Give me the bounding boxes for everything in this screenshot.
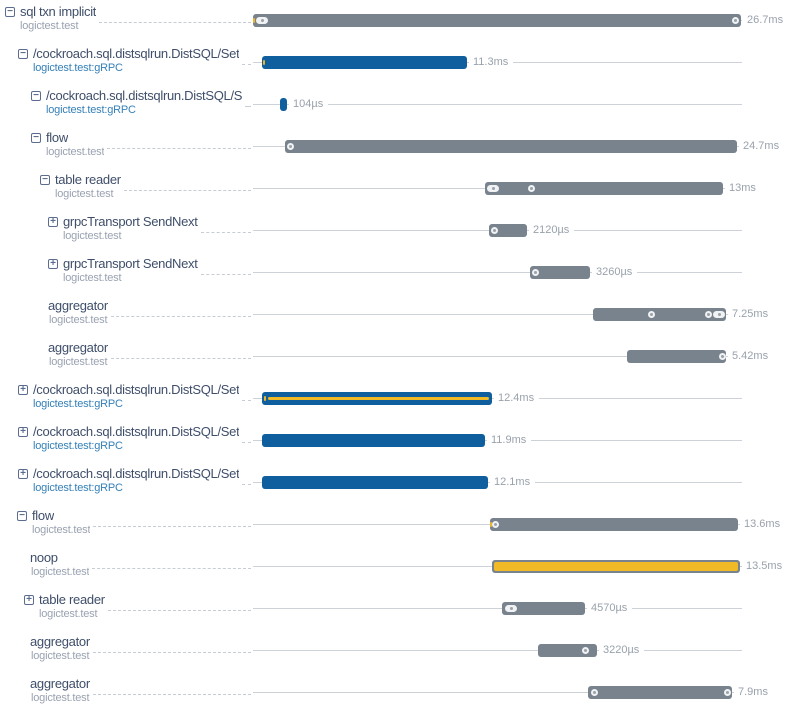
trace-span-row [0,674,786,716]
span-timeline [253,128,780,170]
collapse-toggle-icon[interactable]: − [31,91,41,101]
trace-span-row [0,590,786,632]
span-duration-bar[interactable] [485,182,723,195]
span-title: grpcTransport SendNext [63,214,198,229]
span-timeline [253,212,742,254]
dotted-connector [99,2,251,23]
trace-span-row [0,128,786,170]
span-title: flow [46,130,68,145]
span-label-column [0,464,253,506]
span-title: /cockroach.sql.distsqlrun.DistSQL/Set [33,466,240,481]
span-subtitle: logictest.test:gRPC [33,440,123,452]
event-marker [719,353,726,360]
span-label [0,86,242,128]
span-label [0,380,239,422]
span-duration-label: 5.42ms [728,350,773,363]
span-duration-label: 11.9ms [487,434,531,447]
dotted-connector [108,590,251,611]
event-marker [256,17,268,24]
span-label-column [0,296,253,338]
span-duration-bar[interactable] [593,308,726,321]
span-title-line [17,508,90,523]
span-title-line [31,88,242,103]
span-title-line [18,466,239,481]
dotted-connector [242,464,251,485]
span-duration-label: 2120µs [529,224,574,237]
collapse-toggle-icon[interactable]: − [17,511,27,521]
dotted-connector [93,674,251,695]
span-subtitle: logictest.test [55,188,114,200]
span-title-line [48,256,198,271]
span-duration-bar[interactable] [502,602,585,615]
start-tick [264,396,266,401]
dotted-connector [92,548,251,569]
expand-toggle-icon[interactable]: + [48,259,58,269]
span-duration-label: 4570µs [587,602,632,615]
span-duration-bar[interactable] [285,140,737,153]
span-subtitle: logictest.test:gRPC [33,482,123,494]
span-subtitle: logictest.test [31,566,90,578]
trace-span-row [0,296,786,338]
span-subtitle: logictest.test [49,356,108,368]
span-timeline [253,590,742,632]
span-subtitle: logictest.test [63,230,122,242]
event-marker [724,689,731,696]
span-label-column [0,506,253,548]
span-duration-bar[interactable] [253,14,741,27]
expand-toggle-icon[interactable]: + [18,427,28,437]
span-subtitle: logictest.test [63,272,122,284]
trace-span-row [0,464,786,506]
expand-toggle-icon[interactable]: + [24,595,34,605]
span-timeline [253,632,742,674]
span-label-column [0,548,253,590]
span-label [0,128,104,170]
span-label [0,296,108,338]
dotted-connector [111,296,251,317]
span-duration-bar[interactable] [492,560,740,573]
span-label-column [0,2,253,44]
trace-span-row [0,2,786,44]
span-label [0,338,108,380]
span-label [0,464,239,506]
span-subtitle: logictest.test [39,608,98,620]
span-title-line [48,214,198,229]
event-marker [528,185,535,192]
span-subtitle: logictest.test [31,692,90,704]
span-duration-label: 3220µs [599,644,644,657]
dotted-connector [201,212,251,233]
expand-toggle-icon[interactable]: + [18,469,28,479]
span-timeline [253,170,756,212]
trace-span-row [0,506,786,548]
span-subtitle: logictest.test [49,314,108,326]
span-timeline [253,338,769,380]
span-label [0,590,105,632]
span-title-line [18,46,239,61]
span-duration-bar[interactable] [588,686,732,699]
collapse-toggle-icon[interactable]: − [31,133,41,143]
trace-span-row [0,632,786,674]
span-title-line [48,340,108,355]
trace-span-row [0,380,786,422]
span-timeline [253,44,742,86]
trace-span-row [0,422,786,464]
span-timeline [253,296,769,338]
span-duration-bar[interactable] [262,434,485,447]
span-title: aggregator [30,676,90,691]
span-title-line [30,676,90,691]
span-title: sql txn implicit [20,4,97,19]
dotted-connector [201,254,251,275]
span-title-line [48,298,108,313]
span-title-line [24,592,105,607]
yellow-stripe [494,562,738,571]
span-duration-label: 11.3ms [469,56,513,69]
span-label [0,44,239,86]
span-title-line [40,172,121,187]
span-label [0,170,121,212]
span-duration-label: 26.7ms [743,14,786,27]
event-marker [582,647,589,654]
span-label-column [0,86,253,128]
collapse-toggle-icon[interactable]: − [5,7,15,17]
event-marker [532,269,539,276]
span-label-column [0,212,253,254]
span-duration-label: 12.4ms [494,392,539,405]
trace-span-row [0,212,786,254]
span-duration-label: 7.9ms [734,686,773,699]
span-timeline [253,464,742,506]
span-duration-label: 13.6ms [740,518,785,531]
span-title: aggregator [30,634,90,649]
dotted-connector [111,338,251,359]
dotted-connector [245,86,251,107]
span-title: /cockroach.sql.distsqlrun.DistSQL/Set [33,424,240,439]
span-label [0,2,96,44]
span-label-column [0,128,253,170]
span-duration-bar[interactable] [262,392,492,405]
event-marker [705,311,712,318]
collapse-toggle-icon[interactable]: − [40,175,50,185]
span-title: table reader [39,592,105,607]
dotted-connector [93,506,251,527]
span-title: /cockroach.sql.distsqlrun.DistSQL/S [46,88,243,103]
expand-toggle-icon[interactable]: + [18,385,28,395]
span-timeline [253,380,742,422]
event-marker [591,689,598,696]
span-label-column [0,590,253,632]
span-subtitle: logictest.test [31,650,90,662]
span-label [0,212,198,254]
span-duration-bar[interactable] [627,350,726,363]
span-label-column [0,632,253,674]
span-label-column [0,674,253,716]
span-timeline [253,254,742,296]
span-label [0,632,90,674]
span-title: /cockroach.sql.distsqlrun.DistSQL/Set [33,46,240,61]
event-marker [492,521,499,528]
trace-span-row [0,170,786,212]
timeline-axis-line [253,650,742,651]
trace-span-row [0,338,786,380]
span-label [0,254,198,296]
span-duration-bar[interactable] [530,266,590,279]
span-title-line [18,424,239,439]
span-timeline [253,422,742,464]
span-duration-label: 13ms [725,182,761,195]
trace-span-row [0,254,786,296]
dotted-connector [124,170,251,191]
span-subtitle: logictest.test [46,146,105,158]
timeline-axis-line [253,272,742,273]
timeline-axis-line [253,608,742,609]
start-tick [490,522,492,527]
event-marker [505,605,517,612]
start-tick [263,60,265,65]
span-duration-bar[interactable] [280,98,287,111]
span-duration-bar[interactable] [538,644,597,657]
span-subtitle: logictest.test:gRPC [33,398,123,410]
trace-span-row [0,86,786,128]
span-duration-bar[interactable] [262,476,488,489]
span-label-column [0,380,253,422]
event-marker [648,311,655,318]
span-duration-bar[interactable] [262,56,467,69]
span-title-line [18,382,239,397]
span-label-column [0,254,253,296]
span-duration-label: 7.25ms [728,308,773,321]
span-label-column [0,44,253,86]
dotted-connector [242,422,251,443]
span-label-column [0,170,253,212]
span-title: aggregator [48,340,108,355]
span-label-column [0,422,253,464]
span-subtitle: logictest.test:gRPC [33,62,123,74]
span-duration-label: 104µs [289,98,328,111]
span-label [0,548,89,590]
span-title: grpcTransport SendNext [63,256,198,271]
dotted-connector [107,128,251,149]
start-tick [253,18,255,23]
span-title: noop [30,550,58,565]
span-title-line [31,130,104,145]
dotted-connector [242,44,251,65]
span-timeline [253,506,781,548]
yellow-stripe [268,397,489,400]
span-title: table reader [55,172,121,187]
span-timeline [253,674,768,716]
trace-span-row [0,548,786,590]
span-timeline [253,86,742,128]
span-duration-label: 3260µs [592,266,637,279]
event-marker [287,143,294,150]
event-marker [732,17,739,24]
span-label [0,674,90,716]
event-marker [713,311,725,318]
event-marker [487,185,499,192]
span-title: flow [32,508,54,523]
span-label-column [0,338,253,380]
span-duration-label: 24.7ms [739,140,784,153]
span-duration-label: 12.1ms [490,476,535,489]
span-timeline [253,2,784,44]
trace-span-row [0,44,786,86]
dotted-connector [242,380,251,401]
span-title-line [5,4,96,19]
span-duration-label: 13.5ms [742,560,786,573]
span-subtitle: logictest.test [20,20,79,32]
span-subtitle: logictest.test [32,524,91,536]
dotted-connector [93,632,251,653]
span-duration-bar[interactable] [489,224,527,237]
event-marker [491,227,498,234]
span-title: /cockroach.sql.distsqlrun.DistSQL/Set [33,382,240,397]
span-timeline [253,548,783,590]
span-title-line [30,550,89,565]
span-subtitle: logictest.test:gRPC [46,104,136,116]
span-title-line [30,634,90,649]
span-label [0,506,90,548]
collapse-toggle-icon[interactable]: − [18,49,28,59]
span-duration-bar[interactable] [490,518,738,531]
span-label [0,422,239,464]
expand-toggle-icon[interactable]: + [48,217,58,227]
span-title: aggregator [48,298,108,313]
